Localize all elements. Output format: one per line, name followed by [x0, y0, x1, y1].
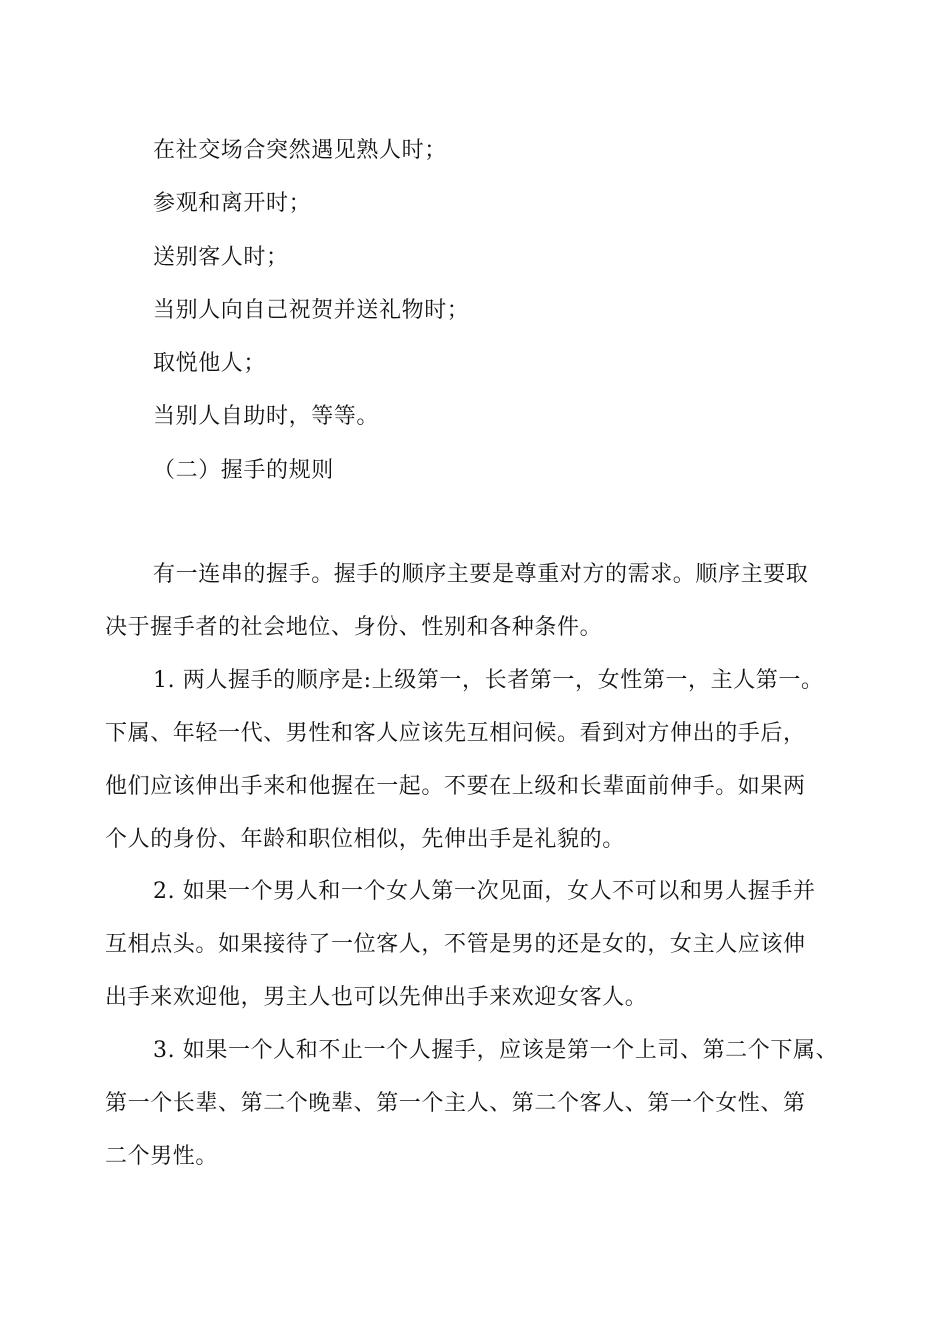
- list-item: 取悦他人；: [153, 351, 267, 376]
- list-item: 送别客人时；: [153, 245, 289, 270]
- paragraph-line: 二个男性。: [105, 1144, 219, 1169]
- paragraph-line: 1. 两人握手的顺序是:上级第一，长者第一，女性第一，主人第一。: [153, 668, 824, 693]
- section-heading: （二）握手的规则: [153, 458, 334, 483]
- list-item: 参观和离开时；: [153, 191, 312, 216]
- paragraph-line: 2. 如果一个男人和一个女人第一次见面，女人不可以和男人握手并: [153, 879, 816, 904]
- paragraph-line: 出手来欢迎他，男主人也可以先伸出手来欢迎女客人。: [105, 985, 648, 1010]
- list-item: 当别人向自己祝贺并送礼物时；: [153, 298, 470, 323]
- paragraph-line: 互相点头。如果接待了一位客人，不管是男的还是女的，女主人应该伸: [105, 932, 806, 957]
- paragraph-line: 决于握手者的社会地位、身份、性别和各种条件。: [105, 615, 603, 640]
- paragraph-line: 有一连串的握手。握手的顺序主要是尊重对方的需求。顺序主要取: [153, 562, 809, 587]
- paragraph-line: 下属、年轻一代、男性和客人应该先互相问候。看到对方伸出的手后，: [105, 721, 806, 746]
- paragraph-line: 个人的身份、年龄和职位相似，先伸出手是礼貌的。: [105, 827, 625, 852]
- list-item: 在社交场合突然遇见熟人时；: [153, 138, 447, 163]
- paragraph-line: 第一个长辈、第二个晚辈、第一个主人、第二个客人、第一个女性、第: [105, 1091, 806, 1116]
- list-item: 当别人自助时，等等。: [153, 404, 380, 429]
- paragraph-line: 他们应该伸出手来和他握在一起。不要在上级和长辈面前伸手。如果两: [105, 774, 806, 799]
- paragraph-line: 3. 如果一个人和不止一个人握手，应该是第一个上司、第二个下属、: [153, 1038, 839, 1063]
